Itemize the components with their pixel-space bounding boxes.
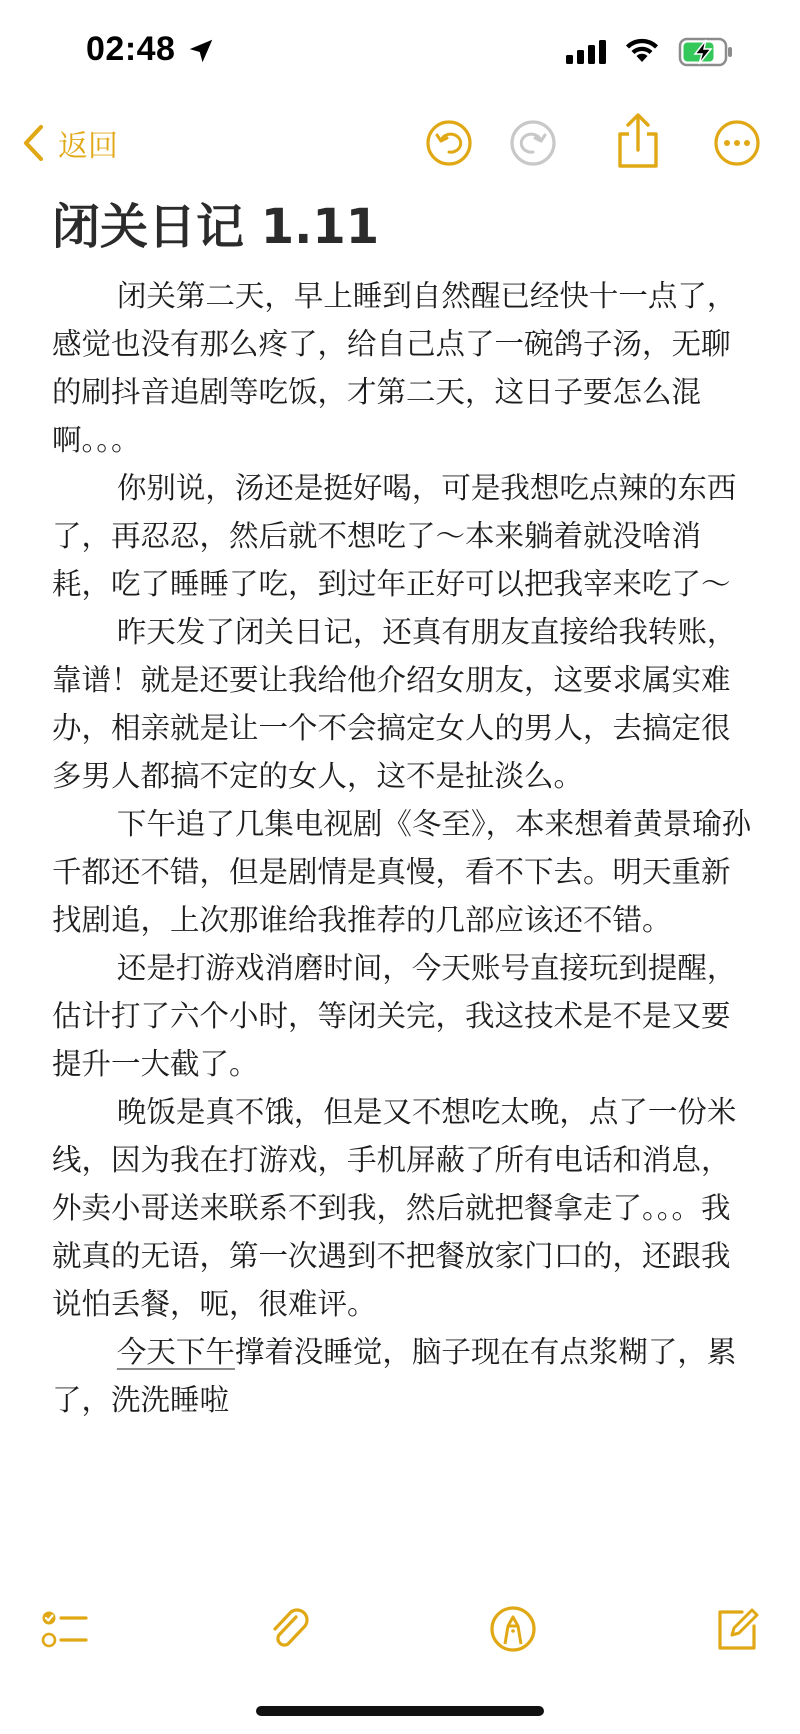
note-paragraph[interactable]: 昨天发了闭关日记，还真有朋友直接给我转账，靠谱！就是还要让我给他介绍女朋友，这要求属实难办，相亲就是让一个不会搞定女人的男人，去搞定很多男人都搞不定的女人，这不是扯淡么。 [52,615,737,793]
note-paragraph[interactable]: 下午追了几集电视剧《冬至》，本来想着黄景瑜孙千都还不错，但是剧情是真慢，看不下去。明天重新找剧追，上次那谁给我推荐的几部应该还不错。 [52,807,752,937]
more-icon[interactable] [712,118,762,168]
wifi-icon [622,36,662,66]
note-paragraph-text: 撑着没睡觉，脑子现在有点浆糊了，累了，洗洗睡啦 [52,1335,737,1417]
note-paragraph[interactable]: 还是打游戏消磨时间，今天账号直接玩到提醒，估计打了六个小时，等闭关完，我这技术是不是又要提升一大截了。 [52,951,737,1081]
note-paragraph[interactable]: 你别说，汤还是挺好喝，可是我想吃点辣的东西了，再忍忍，然后就不想吃了～本来躺着就没啥消耗，吃了睡睡了吃，到过年正好可以把我宰来吃了～ [52,471,737,601]
status-bar [0,0,800,108]
undo-icon[interactable] [424,118,474,168]
battery-charging-icon [678,36,734,68]
compose-icon[interactable] [712,1604,762,1654]
redo-icon[interactable] [508,118,558,168]
checklist-icon[interactable] [40,1604,90,1654]
location-arrow-icon [186,36,216,66]
note-paragraph-last[interactable] [52,1328,752,1424]
cellular-signal-icon [566,40,610,66]
note-title[interactable]: 闭关日记 1.11 [52,199,380,255]
back-chevron-icon [20,123,46,163]
note-content[interactable] [52,196,752,1424]
navigation-bar [0,112,800,172]
share-icon[interactable] [612,112,664,170]
markup-pen-icon[interactable] [488,1604,538,1654]
home-indicator[interactable] [256,1706,544,1716]
note-body[interactable] [52,272,752,1424]
bottom-toolbar [0,1594,800,1664]
note-paragraph[interactable]: 闭关第二天，早上睡到自然醒已经快十一点了，感觉也没有那么疼了，给自己点了一碗鸽子汤，无聊的刷抖音追剧等吃饭，才第二天，这日子要怎么混啊。。。 [52,279,737,457]
back-button[interactable] [20,120,118,166]
paperclip-icon[interactable] [266,1604,316,1654]
underlined-text: 今天下午 [116,1335,235,1369]
note-paragraph[interactable]: 晚饭是真不饿，但是又不想吃太晚，点了一份米线，因为我在打游戏，手机屏蔽了所有电话和消息，外卖小哥送来联系不到我，然后就把餐拿走了。。。我就真的无语，第一次遇到不把餐放家门口的，还跟我说怕丢餐，呃，很难评。 [52,1095,737,1321]
back-label: 返回 [58,129,118,164]
status-time: 02:48 [86,30,176,68]
